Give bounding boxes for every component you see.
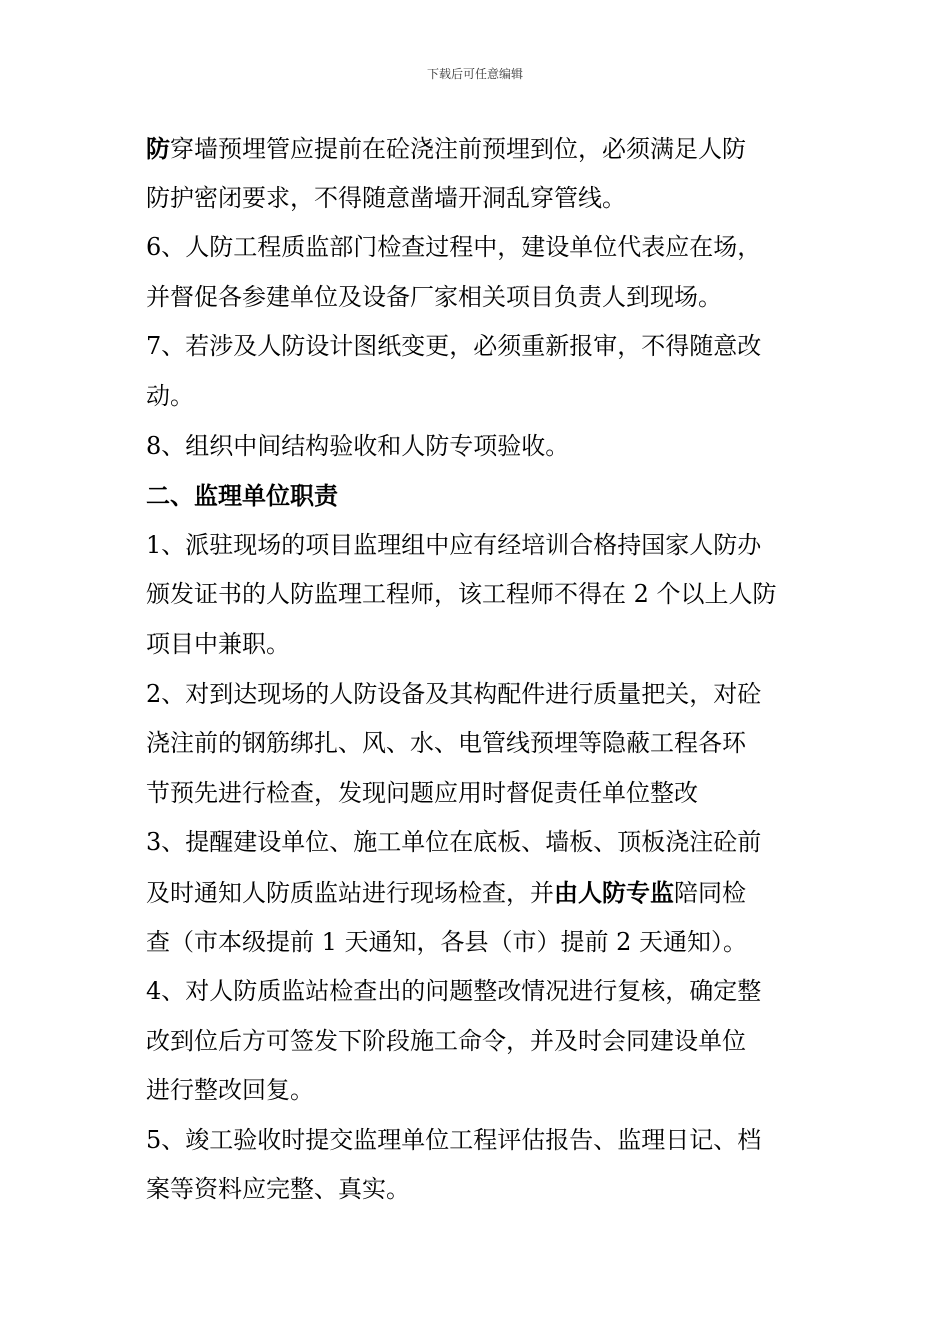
document-body (146, 124, 810, 1215)
body-line (146, 868, 810, 918)
body-line: 节预先进行检查，发现问题应用时督促责任单位整改 (146, 778, 698, 807)
line-text: 穿墙预埋管应提前在砼浇注前预埋到位，必须满足人防 (170, 135, 746, 163)
body-line: 动。 (146, 381, 194, 410)
body-line: 颁发证书的人防监理工程师，该工程师不得在 2 个以上人防 (146, 580, 777, 609)
line-text: 陪同检 (674, 878, 746, 907)
body-line: 浇注前的钢筋绑扎、风、水、电管线预埋等隐蔽工程各环 (146, 729, 746, 758)
body-line: 项目中兼职。 (146, 629, 290, 658)
body-line: 1、派驻现场的项目监理组中应有经培训合格持国家人防办 (146, 530, 762, 559)
bold-text: 防 (146, 134, 170, 163)
body-line: 5、竣工验收时提交监理单位工程评估报告、监理日记、档 (146, 1125, 762, 1154)
page-header: 下载后可任意编辑 (426, 67, 523, 81)
body-line: 案等资料应完整、真实。 (146, 1175, 410, 1204)
body-line: 3、提醒建设单位、施工单位在底板、墙板、顶板浇注砼前 (146, 828, 762, 857)
body-line: 6、人防工程质监部门检查过程中，建设单位代表应在场， (146, 233, 762, 262)
body-line: 8、组织中间结构验收和人防专项验收。 (146, 431, 570, 460)
line-text: 及时通知人防质监站进行现场检查，并 (146, 878, 554, 907)
body-line: 查（市本级提前 1 天通知，各县（市）提前 2 天通知）。 (146, 927, 748, 956)
bold-text: 由人防专监 (554, 877, 674, 907)
body-line: 并督促各参建单位及设备厂家相关项目负责人到现场。 (146, 282, 722, 311)
body-line: 7、若涉及人防设计图纸变更，必须重新报审，不得随意改 (146, 332, 762, 361)
body-line: 进行整改回复。 (146, 1076, 314, 1105)
section-heading: 二、监理单位职责 (146, 481, 338, 511)
body-line: 防护密闭要求，不得随意凿墙开洞乱穿管线。 (146, 183, 626, 212)
body-line (146, 124, 810, 174)
body-line: 2、对到达现场的人防设备及其构配件进行质量把关，对砼 (146, 679, 762, 708)
body-line: 改到位后方可签发下阶段施工命令，并及时会同建设单位 (146, 1026, 746, 1055)
body-line: 4、对人防质监站检查出的问题整改情况进行复核，确定整 (146, 977, 762, 1006)
